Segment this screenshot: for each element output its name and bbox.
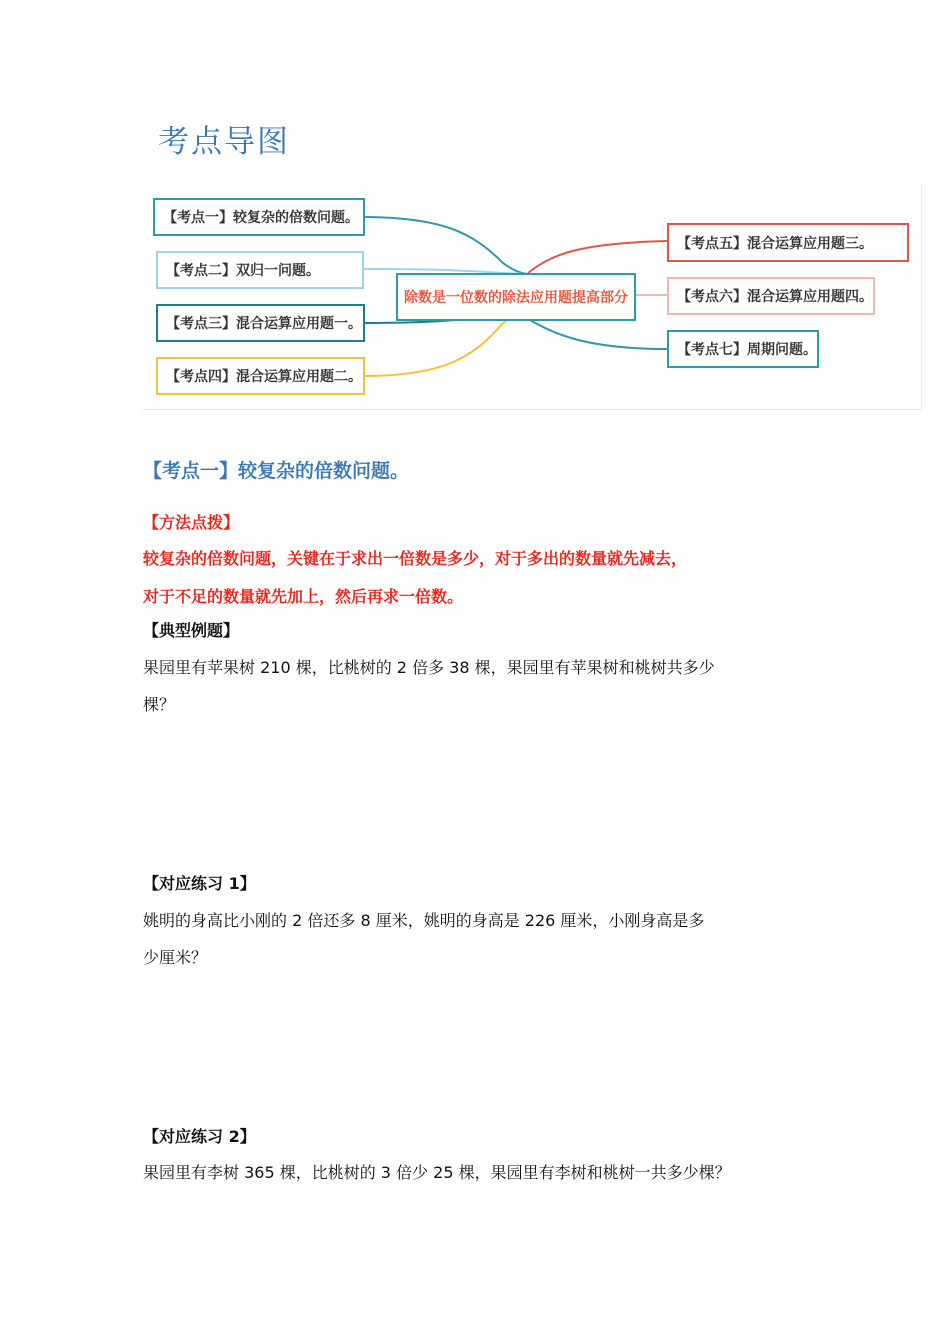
mind-map-node-label: 【考点七】周期问题。 [677, 342, 817, 358]
mind-map [143, 183, 922, 410]
mind-map-node-label: 【考点四】混合运算应用题二。 [166, 369, 362, 385]
method-label: 【方法点拨】 [143, 513, 240, 532]
mind-map-node-1 [153, 198, 365, 236]
mind-map-node-label: 【考点三】混合运算应用题一。 [166, 316, 362, 332]
mind-map-node-label: 【考点六】混合运算应用题四。 [677, 289, 873, 305]
mind-map-center-label: 除数是一位数的除法应用题提高部分 [404, 290, 628, 306]
example-text-line-1: 果园里有苹果树 210 棵，比桃树的 2 倍多 38 棵，果园里有苹果树和桃树共多少 [143, 658, 715, 677]
mind-map-node-label: 【考点一】较复杂的倍数问题。 [163, 210, 359, 226]
example-label: 【典型例题】 [143, 621, 240, 640]
practice-1-text-line-2: 少厘米？ [143, 948, 208, 967]
mind-map-node-7 [667, 330, 819, 368]
page-title: 考点导图 [158, 124, 290, 160]
example-text-line-2: 棵？ [143, 695, 176, 714]
mind-map-node-3 [156, 304, 365, 342]
mind-map-node-4 [156, 357, 365, 395]
method-text-line-1: 较复杂的倍数问题，关键在于求出一倍数是多少，对于多出的数量就先减去， [143, 549, 688, 568]
mind-map-node-6 [667, 277, 875, 315]
mind-map-node-2 [156, 251, 364, 289]
practice-2-text-line-1: 果园里有李树 365 棵，比桃树的 3 倍少 25 棵，果园里有李树和桃树一共多少棵？ [143, 1163, 731, 1182]
method-text-line-2: 对于不足的数量就先加上，然后再求一倍数。 [143, 587, 464, 606]
mind-map-node-label: 【考点五】混合运算应用题三。 [677, 235, 873, 252]
practice-1-text-line-1: 姚明的身高比小刚的 2 倍还多 8 厘米，姚明的身高是 226 厘米，小刚身高是多 [143, 911, 705, 930]
section-heading: 【考点一】较复杂的倍数问题。 [143, 460, 410, 482]
practice-1-label: 【对应练习 1】 [143, 874, 256, 893]
practice-2-label: 【对应练习 2】 [143, 1127, 256, 1146]
mind-map-node-label: 【考点二】双归一问题。 [166, 263, 320, 279]
mind-map-center-node [396, 273, 636, 321]
mind-map-node-5 [667, 223, 909, 262]
